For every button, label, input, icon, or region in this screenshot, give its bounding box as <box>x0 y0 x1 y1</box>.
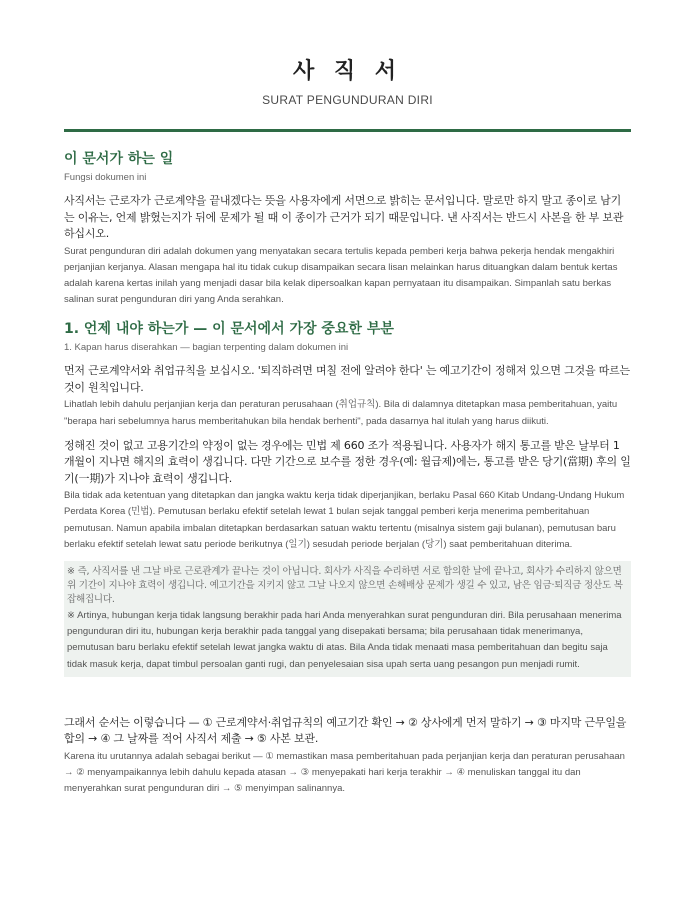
paragraph-2-text: 정해진 것이 없고 고용기간의 약정이 없는 경우에는 민법 제 660 조가 적용됩니다. 사용자가 해지 통고를 받은 날부터 1 개월이 지나면 해지의 효력이 생깁니다. 다만 기간으로 보수를 정한 경우(예: 월급제)에는, 통고를 받은 당기(當期) 후의 일기(一期)가 지나야 효력이 생깁니다. <box>64 438 631 485</box>
note-box <box>64 561 631 677</box>
paragraph-3-translation: Karena itu urutannya adalah sebagai berikut — ① memastikan masa pemberitahuan pada perjanjian kerja dan peraturan perusahaan → ② menyampaikannya lebih dahulu kepada atasan → ③ menyepakati hari kerja terakhir → ④ menuliskan tanggal itu dan menyerahkan surat pengunduran diri → ⑤ menyimpan salinannya. <box>64 750 625 795</box>
section-intro-heading: 이 문서가 하는 일 <box>64 151 174 167</box>
spacer <box>64 677 631 715</box>
header-divider <box>64 129 631 132</box>
paragraph-2 <box>64 438 631 553</box>
paragraph-1-text: 먼저 근로계약서와 취업규칙을 보십시오. '퇴직하려면 며칠 전에 알려야 한다' 는 예고기간이 정해져 있으면 그것을 따르는 것이 원칙입니다. <box>64 364 630 394</box>
section-intro-body-translation: Surat pengunduran diri adalah dokumen yang menyatakan secara tertulis kepada pemberi kerja bahwa pekerja hendak mengakhiri perjanjian kerjanya. Alasan mengapa hal itu tidak cukup disampaikan secara lisan melainkan harus dituangkan dalam bentuk kertas adalah karena kertas inilah yang menjadi dasar bila kelak dipersoalkan kapan pernyataan itu disampaikan. Simpanlah satu berkas salinan surat pengunduran diri yang Anda serahkan. <box>64 245 618 306</box>
paragraph-2-translation: Bila tidak ada ketentuan yang ditetapkan dan jangka waktu kerja tidak diperjanjikan, berlaku Pasal 660 Kitab Undang-Undang Hukum Perdata Korea (민법). Pemutusan berlaku efektif setelah lewat 1 bulan sejak tanggal pemberi kerja menerima pemberitahuan pemutusan. Namun apabila imbalan ditetapkan berdasarkan satuan waktu tertentu (misalnya sistem gaji bulanan), pemutusan baru berlaku efektif setelah lewat satu periode berikutnya (일기) sesudah periode berjalan (당기) saat pemberitahuan diterima. <box>64 490 625 550</box>
section-intro-body: 사직서는 근로자가 근로계약을 끝내겠다는 뜻을 사용자에게 서면으로 밝히는 문서입니다. 말로만 하지 말고 종이로 남기는 이유는, 언제 밝혔는지가 뒤에 문제가 될 때 이 종이가 근거가 되기 때문입니다. 낸 사직서는 반드시 사본을 한 부 보관하십시오. <box>64 194 624 240</box>
paragraph-1 <box>64 363 631 429</box>
section-1-heading: 1. 언제 내야 하는가 — 이 문서에서 가장 중요한 부분 <box>64 321 394 338</box>
document-subtitle: SURAT PENGUNDURAN DIRI <box>262 93 433 107</box>
document-title: 사 직 서 <box>292 59 403 84</box>
section-1-heading-translation: 1. Kapan harus diserahkan — bagian terpenting dalam dokumen ini <box>64 342 349 354</box>
section-1 <box>64 318 631 797</box>
section-intro-heading-translation: Fungsi dokumen ini <box>64 172 147 183</box>
document-header <box>64 0 631 107</box>
note-translation: ※ Artinya, hubungan kerja tidak langsung berakhir pada hari Anda menyerahkan surat pengunduran diri. Bila perusahaan menerima pengunduran diri itu, hubungan kerja berakhir pada tanggal yang disepakati bersama; bila perusahaan tidak menerimanya, pemutusan baru berlaku efektif setelah lewat jangka waktu di atas. Bila Anda tidak menaati masa pemberitahuan dan begitu saja tidak masuk kerja, dapat timbul persoalan ganti rugi, dan penyelesaian sisa upah serta uang pesangon pun menjadi rumit. <box>67 610 622 670</box>
note-text: ※ 즉, 사직서를 낸 그날 바로 근로관계가 끝나는 것이 아닙니다. 회사가 사직을 수리하면 서로 합의한 날에 끝나고, 회사가 수리하지 않으면 위 기간이 지나야 효력이 생깁니다. 예고기간을 지키지 않고 그날 나오지 않으면 손해배상 문제가 생길 수 있고, 남은 임금·퇴직금 정산도 복잡해집니다. <box>67 566 623 606</box>
paragraph-3 <box>64 715 631 798</box>
paragraph-1-translation: Lihatlah lebih dahulu perjanjian kerja dan peraturan perusahaan (취업규칙). Bila di dalamnya ditetapkan masa pemberitahuan, yaitu "berapa hari sebelumnya harus memberitahukan bila hendak berhenti", pada dasarnya hal itulah yang harus diikuti. <box>64 399 618 427</box>
section-intro <box>64 148 631 308</box>
paragraph-3-text: 그래서 순서는 이렇습니다 — ① 근로계약서·취업규칙의 예고기간 확인 → ② 상사에게 먼저 말하기 → ③ 마지막 근무일을 합의 → ④ 그 날짜를 적어 사직서 제출 → ⑤ 사본 보관. <box>64 715 627 746</box>
